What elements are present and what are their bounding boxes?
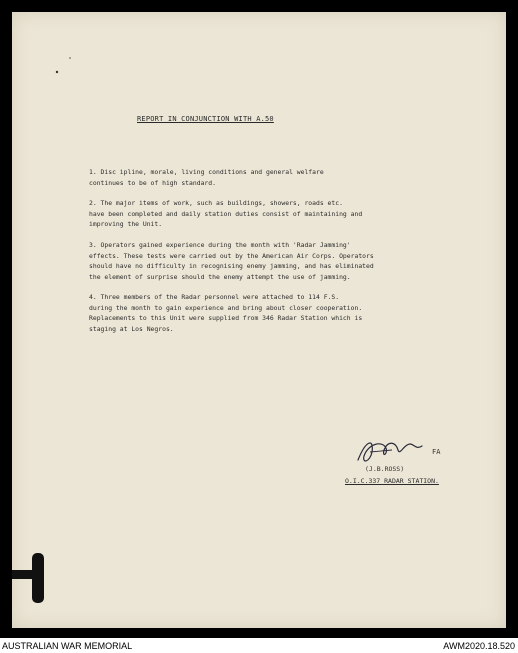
paragraph-1 [89, 167, 475, 188]
signatory-name: (J.B.ROSS) [365, 465, 405, 473]
paragraph-line: have been completed and daily station duties consist of maintaining and [89, 209, 363, 218]
ink-speck-marks [52, 52, 92, 86]
archive-footer [0, 638, 518, 653]
paragraph-line: 4. Three members of the Radar personnel were attached to 114 F.S. [89, 293, 340, 301]
paragraph-line: 3. Operators gained experience during the month with 'Radar Jamming' [89, 241, 351, 249]
handwritten-signature [352, 430, 432, 470]
paragraph-line: continues to be of high standard. [89, 178, 216, 187]
report-heading: REPORT IN CONJUNCTION WITH A.50 [137, 115, 274, 123]
paragraph-3 [89, 240, 475, 282]
paragraph-line: should have no difficulty in recognising enemy jamming, and has eliminated [89, 262, 374, 271]
initials: FA [432, 448, 441, 456]
paragraph-line: effects. These tests were carried out by the American Air Corps. Operators [89, 251, 374, 260]
paragraph-line: 1. Disc ipline, morale, living conditions and general welfare [89, 168, 324, 176]
paragraph-2 [89, 198, 475, 230]
footer-institution: AUSTRALIAN WAR MEMORIAL [2, 641, 133, 651]
paragraph-4 [89, 292, 475, 334]
paragraph-line: the element of surprise should the enemy attempt the use of jamming. [89, 272, 351, 281]
document-page [12, 12, 506, 628]
paragraph-line: staging at Los Negros. [89, 324, 174, 333]
paragraph-line: 2. The major items of work, such as buildings, showers, roads etc. [89, 199, 343, 207]
binder-clip [12, 553, 44, 603]
paragraph-line: during the month to gain experience and bring about closer cooperation. [89, 303, 363, 312]
paragraph-line: improving the Unit. [89, 220, 163, 229]
paragraph-line: Replacements to this Unit were supplied from 346 Radar Station which is [89, 314, 363, 323]
signatory-office: O.I.C.337 RADAR STATION. [345, 477, 439, 485]
footer-accession-number: AWM2020.18.520 [443, 641, 515, 651]
